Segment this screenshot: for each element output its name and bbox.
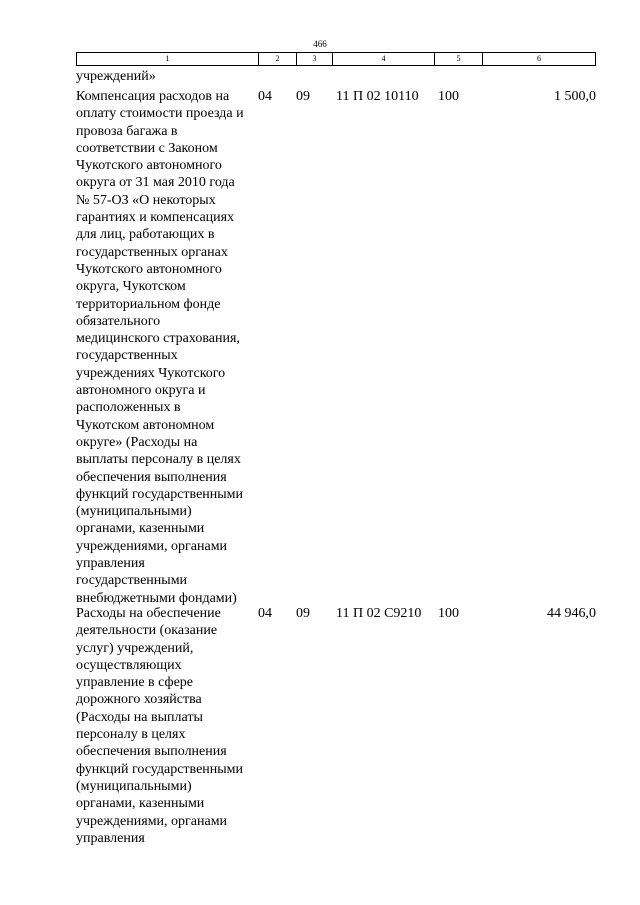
- row-section: 04: [258, 89, 272, 104]
- column-header-5: 5: [435, 53, 483, 65]
- row-expense-type: 100: [438, 89, 459, 104]
- row-subsection: 09: [296, 89, 310, 104]
- column-header-6: 6: [537, 54, 541, 63]
- row-subsection: 09: [296, 606, 310, 621]
- row-expense-type: 100: [438, 606, 459, 621]
- row-amount: 44 946,0: [547, 606, 596, 621]
- column-header-3: 3: [297, 53, 333, 65]
- carry-over-text: учреждений»: [76, 69, 156, 84]
- table-column-header: [76, 52, 596, 66]
- row-target-article: 11 П 02 С9210: [336, 606, 422, 621]
- row-target-article: 11 П 02 10110: [336, 89, 419, 104]
- column-header-4: 4: [333, 53, 435, 65]
- row-section: 04: [258, 606, 272, 621]
- row-amount: 1 500,0: [554, 89, 596, 104]
- column-header-1: 1: [77, 53, 259, 65]
- row-description: Расходы на обеспечение деятельности (оказание услуг) учреждений, осуществляющих управление в сфере дорожного хозяйства (Расходы на выплаты персоналу в целях обеспечения выполнения функций государственными (муниципальными) органами, казенными учреждениями, органами управления: [76, 606, 244, 846]
- column-header-2: 2: [259, 53, 297, 65]
- row-description: Компенсация расходов на оплату стоимости проезда и провоза багажа в соответствии с Законом Чукотского автономного округа от 31 мая 2010 года № 57-ОЗ «О некоторых гарантиях и компенсациях для лиц, работающих в государственных органах Чукотского автономного округа, Чукотском территориальном фонде обязательного медицинского страхования, государственных учреждениях Чукотского автономного округа и расположенных в Чукотском автономном округе» (Расходы на выплаты персоналу в целях обеспечения выполнения функций государственными (муниципальными) органами, казенными учреждениями, органами управления государственными внебюджетными фондами): [76, 89, 244, 606]
- page-number: 466: [313, 39, 327, 49]
